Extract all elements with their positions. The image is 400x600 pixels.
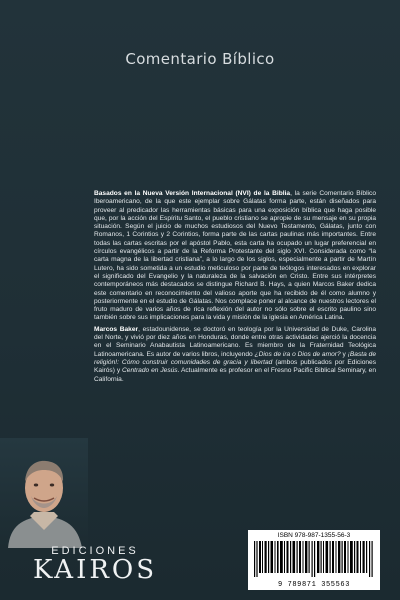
barcode-digits: 9 789871 355563 — [277, 581, 350, 589]
barcode-bars — [254, 541, 374, 577]
isbn-barcode — [248, 530, 380, 590]
author-portrait-image — [0, 438, 88, 548]
book-title-2: ¡Basta de religión!: Cómo construir comunidades de gracia y libertad — [94, 350, 376, 366]
publisher-logo — [0, 545, 190, 585]
author-bio-text-d: . Actualmente es profesor en el Fresno Pacific Biblical Seminary, en California. — [94, 367, 376, 383]
series-title: Comentario Bíblico — [125, 50, 275, 68]
author-bio-text-c: (ambos publicados por Ediciones Kairós) y — [94, 358, 376, 375]
isbn-label: ISBN 978-987-1355-56-3 — [277, 532, 351, 539]
publisher-line-2: KAIROS — [32, 555, 158, 585]
description-body: , la serie Comentario Bíblico Iberoamericano, de la que este ejemplar sobre Gálatas forma parte, están diseñados para proveer al predicador las herramientas básicas para una exposición bíblica que haga posible que, por la acción del Espíritu Santo, el pueblo cristiano se apropie de su mensaje en su propia situación. Según el juicio de muchos estudiosos del Nuevo Testamento, Gálatas, junto con Romanos, 1 Corintios y 2 Corintios, forma parte de las cartas paulinas más importantes. Entre todas las cartas escritas por el apóstol Pablo, esta carta ha ocupado un lugar preferencial en círculos evangélicos a partir de la Reforma Protestante del siglo XVI. Considerada como “la carta magna de la libertad cristiana”, a lo largo de los siglos, especialmente a partir de Martín Lutero, ha sido sometida a un estudio meticuloso por parte de teólogos interesados en explorar el significado del Evangelio y la naturaleza de la salvación en Cristo. Entre sus intérpretes contemporáneos más destacados se distingue Richard B. Hays, a quien Marcos Baker dedica este comentario en reconocimiento del valioso aporte que ha recibido de él como alumno y posteriormente en el estudio de Gálatas. Nos complace poner al alcance de nuestros lectores el fruto maduro de varios años de rica reflexión del autor no sólo sobre el escrito paulino sino también sobre sus implicaciones para la vida y misión de la iglesia en América Latina. — [94, 190, 376, 322]
author-name: Marcos Baker — [94, 325, 139, 333]
back-cover-text — [94, 190, 376, 387]
book-title-1: ¿Dios de ira o Dios de amor? — [254, 350, 341, 358]
book-title-3: Centrado en Jesús — [122, 367, 178, 375]
author-bio-text-a: , estadounidense, se doctoró en teología por la Universidad de Duke, Carolina del Norte, y vivió por diez años en Honduras, donde entre otras actividades ajerció la docencia en el Seminario Anabautista Latinoamericano. Es miembro de la Fraternidad Teológica Latinoamericana. Es autor de varios libros, incluyendo — [94, 325, 377, 358]
publisher-line-1: EDICIONES — [51, 545, 139, 557]
description-paragraph — [94, 190, 376, 323]
description-lead: Basados en la Nueva Versión Internacional (NVI) de la Biblia — [94, 190, 291, 197]
author-bio-text-b: y — [340, 350, 348, 358]
author-photo — [0, 438, 88, 548]
author-bio-paragraph — [94, 326, 376, 384]
